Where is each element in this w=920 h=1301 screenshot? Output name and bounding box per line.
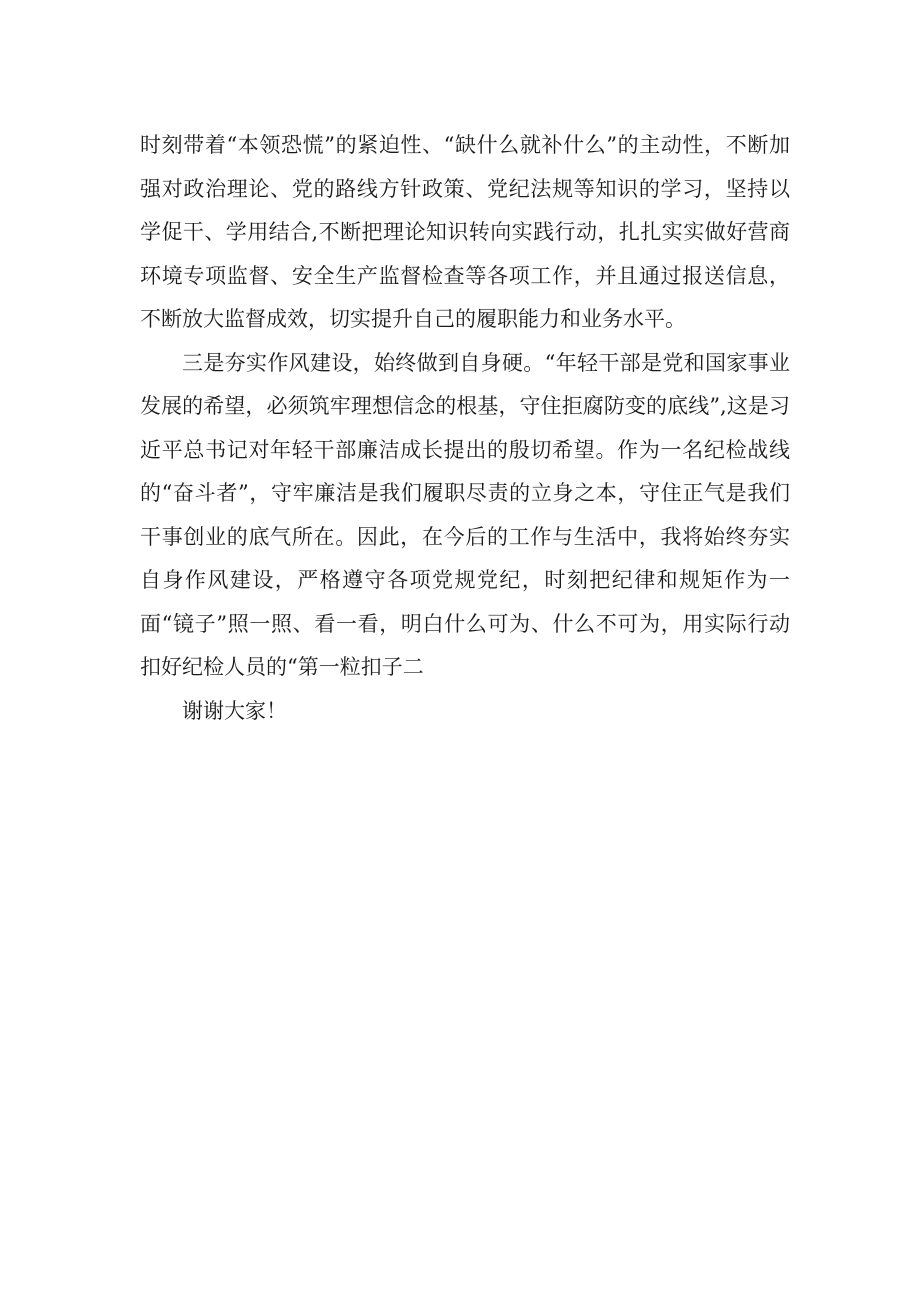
document-body <box>140 124 790 733</box>
paragraph-thanks: 谢谢大家！ <box>182 698 287 723</box>
paragraph-style-building: 三是夯实作风建设，始终做到自身硬。“年轻干部是党和国家事业发展的希望，必须筑牢理想信念的根基，守住拒腐防变的底线”,这是习近平总书记对年轻干部廉洁成长提出的殷切希望。作为一名纪检战线的“奋斗者”，守牢廉洁是我们履职尽责的立身之本，守住正气是我们干事创业的底气所在。因此，在今后的工作与生活中，我将始终夯实自身作风建设，严格遵守各项党规党纪，时刻把纪律和规矩作为一面“镜子”照一照、看一看，明白什么可为、什么不可为，用实际行动扣好纪检人员的“第一粒扣子二 <box>140 350 790 679</box>
paragraph-continuation: 时刻带着“本领恐慌”的紧迫性、“缺什么就补什么”的主动性，不断加强对政治理论、党的路线方针政策、党纪法规等知识的学习，坚持以学促干、学用结合,不断把理论知识转向实践行动，扎扎实实做好营商环境专项监督、安全生产监督检查等各项工作，并且通过报送信息，不断放大监督成效，切实提升自己的履职能力和业务水平。 <box>140 133 790 331</box>
